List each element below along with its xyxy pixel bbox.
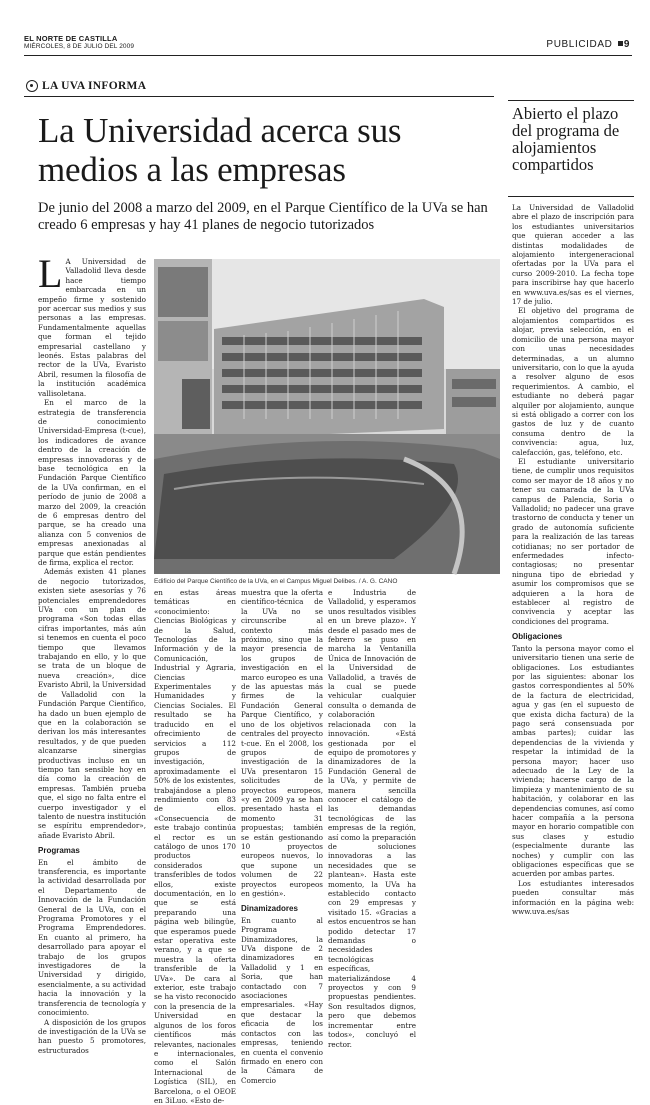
sidebar-subheading: Obligaciones <box>512 632 563 642</box>
uva-logo-icon <box>26 80 38 92</box>
sidebar-paragraph: Los estudiantes interesados pueden consultar más información en la página web: www.uva.es/sas <box>512 878 634 917</box>
sidebar-paragraph: El objetivo del programa de alojamientos compartidos es alojar, previa selección, en el domicilio de una persona mayor con unas necesidades determinadas, a un alumno universitario, con lo que la ayuda a resolver alguno de esos requerimientos. A cambio, el estudiante no deberá pagar alquiler por alojamiento, aunque si está obligado a correr con los gastos de luz y de cuanto consuma dentro de la convivencia: agua, luz, calefacción, gas, teléfono, etc. <box>512 306 634 457</box>
article-paragraph: En el ámbito de transferencia, es importante la actividad desarrollada por el Departamento de Innovación de la Fundación General de la UVa, con el Programa Promotores y el Programa Emprendedores. En cuanto al primero, ha desarrollado para apoyar el trabajo de los grupos investigadores de la Universidad y dirigido, esencialmente, a su actividad hacia la innovación y la transferencia de tecnología y conocimiento. <box>38 857 146 1018</box>
paper-name: EL NORTE DE CASTILLA <box>24 34 118 43</box>
article-paragraph: Además existen 41 planes de negocio tutorizados, existen siete asesorías y 76 potenciales emprendedores UVa con un plan de programa «Son todas ellas cifras importantes, más aún si tenemos en cuenta el poco tiempo que llevamos trabajando en ello, y lo que se trata de un bloque de nueva creación», dice Evaristo Abril, la Universidad de Valladolid con la Fundación Parque Científico, ha dado un buen ejemplo de que en la colaboración se derivan los más interesantes resultados, y de que pueden alcanzarse sinergias productivas incluso en un tiempo tan sensible hoy en día como la creación de empresas. También prueba que, el sigo no falta entre el cuerpo investigador y el talento de nuestra institución se espíritu emprendedor», añade Evaristo Abril. <box>38 567 146 840</box>
headline: La Universidad acerca sus medios a las empresas <box>38 111 402 189</box>
sidebar-paragraph: Tanto la persona mayor como el universitario tienen una serie de obligaciones. Los estudiantes por las siguientes: abonar los gastos correspondientes al 50% de la factura de electricidad, agua y gas (en el supuesto de que exista dicha factura) de la pago será consensuada por ambas partes); cuidar las dependencias de la vivienda y respetar la intimidad de la persona mayor; hacer uso adecuado de la Ley de la vivienda; hacerse cargo de la limpieza y mantenimiento de su habitación, y colaborar en las dependencias comunes, así como hacer compañía a la persona mayor en horario compatible con sus clases y estudio (especialmente durante las noches) y cumplir con las obligaciones específicas que se acuerden por ambas partes. <box>512 643 634 879</box>
masthead <box>24 34 144 50</box>
article-column-4 <box>328 588 416 1049</box>
photo-caption: Edificio del Parque Científico de la UVa, en el Campus Miguel Delibes. / A. G. CANO <box>154 578 398 585</box>
section-square-icon <box>618 41 623 46</box>
sidebar-column <box>512 203 634 917</box>
article-photo <box>154 259 500 574</box>
dropcap: L <box>38 251 63 296</box>
article-paragraph: muestra que la oferta científico-técnica de la UVa no se circunscribe al contexto más próximo, sino que la mayor presencia de los grupos de investigación en el marco europeo es una de las apuestas más firmes de la Fundación General Parque Científico, y uno de los objetivos centrales del proyecto t-cue. En el 2008, los grupos de investigación de la UVa presentaron 15 solicitudes de proyectos europeos, «y en 2009 ya se han presentado hasta el momento 31 propuestas; también se están gestionando 10 proyectos europeos nuevos, lo que supone un volumen de 22 proyectos europeos en gestión». <box>241 588 323 898</box>
section-brand <box>26 80 146 92</box>
page-number: 9 <box>623 39 630 50</box>
article-lead-paragraph: L A Universidad de Valladolid lleva desde hace tiempo embarcada en un empeño firme y sostenido por acercar sus medios y sus personas a las empresas. Fundamentalmente aquellas que forman el tejido empresarial castellano y leonés. Estas palabras del rector de la UVa, Evaristo Abril, resumen la filosofía de la institución académica vallisoletana. <box>38 251 146 398</box>
article-paragraph: En cuanto al Programa Dinamizadores, la UVa dispone de 2 dinamizadores en Valladolid y 1 en Soria, que han contactado con 7 asociaciones empresariales. «Hay que destacar la eficacia de los contactos con las empresas, teniendo en cuenta el convenio firmado en enero con la Cámara de Comercio <box>241 915 323 1085</box>
section-name: PUBLICIDAD <box>546 39 613 50</box>
sidebar-title: Abierto el plazo del programa de alojamientos compartidos <box>512 104 620 174</box>
article-column-3 <box>241 588 323 1085</box>
sidebar-paragraph: El estudiante universitario tiene, de cumplir unos requisitos como ser mayor de 18 años y no tener su camarada de la UVa campus de Palencia, Soria o Valladolid; no padecer una grave trastorno de conducta y tener un grado de autonomía suficiente para la realización de las tareas cotidianas; no ser portador de enfermedades infecto-contagiosas; no presentar ninguna tipo de ebriedad y asumir los compromisos que se adquieren a la hora de establecer al registro de convivencia y aceptar las condiciones del programa. <box>512 456 634 626</box>
article-paragraph: A disposición de los grupos de investigación de la UVa se han puesto 5 promotores, estructurados <box>38 1017 146 1055</box>
article-paragraph: en estas áreas temáticas en «conocimiento: Ciencias Biológicas y de la Salud, Tecnologías de la Información y de la Comunicación, Industrial y Agraria, Ciencias Experimentales y Humanidades y Ciencias Sociales. El resultado se ha traducido en el ofrecimiento de servicios a 112 grupos de investigación, aproximadamente el 50% de los existentes, trabajándose a pleno rendimiento con 83 de ellos. «Consecuencia de este trabajo continúa el rector es un catálogo de unos 170 productos considerados transferibles de todos ellos, existe documentación, en lo que se está preparando una página web bilingüe, que esperamos puede estar operativa este verano, y a que se muestra la oferta transferible de la UVa». De cara al exterior, este trabajo se ha visto reconocido con la presencia de la Universidad en algunos de los foros científicos más relevantes, nacionales e internacionales, como el Salón Internacional de Logística (SIL), en Barcelona, o el OEOE en 3iLuo. «Esto de- <box>154 588 236 1105</box>
section-tag <box>546 39 630 50</box>
article-paragraph: En el marco de la estrategia de transferencia de conocimiento Universidad-Empresa (t-cue), los indicadores de avance dentro de la creación de empresas innovadoras y de base tecnológica en la Fundación Parque Científico de la UVa confirman, en el período de junio de 2008 a marzo del 2009, la creación de 6 empresas dentro del parque, se ha creado una alianza con 5 convenios de empresas anexionadas al parque que están pendientes de firma, explica el rector. <box>38 398 146 567</box>
article-paragraph: e Industria de Valladolid, y esperamos unos resultados visibles en un breve plazo». Y desde el pasado mes de febrero se puso en marcha la Ventanilla Única de Innovación de la Universidad de Valladolid, a través de la cual se puede vehicular cualquier consulta o demanda de colaboración relacionada con la innovación. «Está gestionada por el equipo de promotores y dinamizadores de la Fundación General de la UVa, y permite de manera sencilla conocer el catálogo de las demandas tecnológicas de las empresas de la región, así como la preparación de soluciones innovadoras a las necesidades que se plantean». Hasta este momento, la UVa ha establecido contacto con 29 empresas y visitado 15. «Gracias a estos encuentros se han podido detectar 17 demandas o necesidades tecnológicas específicas, materializándose 4 proyectos y con 9 propuestas pendientes. Son resultados dignos, pero que debemos incrementar entre todos», concluyó el rector. <box>328 588 416 1049</box>
article-column-2 <box>154 588 236 1105</box>
sidebar-rule <box>508 100 634 101</box>
brand-rule <box>24 96 494 97</box>
building-photo-illustration <box>154 259 500 574</box>
sidebar-paragraph: La Universidad de Valladolid abre el plazo de inscripción para los estudiantes universitarios que quieran acceder a las distintas modalidades de alojamiento intergeneracional ofertadas por la UVa para el curso 2009-2010. La fecha tope para inscribirse hay que hacerlo en www.uva.es/sas es el viernes, 17 de julio. <box>512 203 634 307</box>
article-subheading: Dinamizadores <box>241 904 298 914</box>
brand-label: LA UVA INFORMA <box>42 80 147 92</box>
subheadline: De junio del 2008 a marzo del 2009, en el Parque Científico de la UVa se han creado 6 empresas y hay 41 planes de negocio tutorizados <box>38 200 488 233</box>
header-rule <box>24 55 632 56</box>
article-column-1 <box>38 251 146 1055</box>
sidebar-title-rule <box>508 196 634 197</box>
article-subheading: Programas <box>38 846 80 856</box>
issue-date: MIÉRCOLES, 8 DE JULIO DEL 2009 <box>24 43 135 50</box>
